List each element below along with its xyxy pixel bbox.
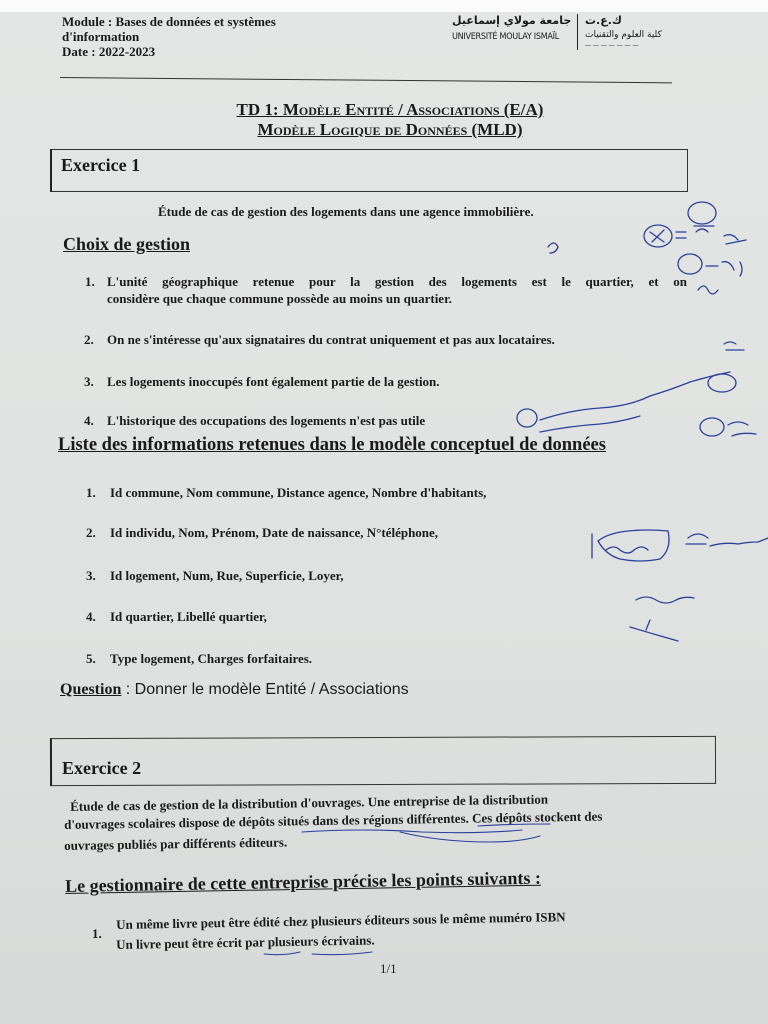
- exercise2-para-line1: Étude de cas de gestion de la distribution d'ouvrages. Une entreprise de la distribution: [70, 791, 549, 814]
- header-module: Module : Bases de données et systèmes: [62, 14, 276, 29]
- annotation-circle-1: [644, 225, 672, 247]
- points-heading: Le gestionnaire de cette entreprise précise les points suivants :: [65, 867, 542, 896]
- info-heading: Liste des informations retenues dans le modèle conceptuel de données: [58, 435, 606, 455]
- annotation-circle-3: [678, 254, 702, 274]
- logo-faculty-latin-small: — — — — — — —: [585, 42, 639, 49]
- university-logo: [452, 14, 682, 54]
- choice-4-line1: L'historique des occupations des logements n'est pas utile: [107, 413, 426, 428]
- logo-university-latin: UNIVERSITÉ MOULAY ISMAÏL: [452, 32, 559, 42]
- exercise2-para-line3: ouvrages publiés par différents éditeurs.: [64, 834, 288, 853]
- choice-4-number: 4.: [84, 413, 94, 428]
- exercise2-title-box: [50, 736, 716, 786]
- point-1-number: 1.: [92, 926, 102, 941]
- info-2-number: 2.: [86, 525, 96, 540]
- exercise1-title: Exercice 1: [61, 155, 141, 175]
- annotation-box-stoc: [598, 530, 669, 561]
- title-line-1: TD 1: Modèle Entité / Associations (E/A): [236, 100, 544, 119]
- logo-faculty-arabic: كلية العلوم والتقنيات: [585, 30, 662, 40]
- page-number: 1/1: [380, 961, 397, 976]
- exercise2-para-line2: d'ouvrages scolaires dispose de dépôts situés dans des régions différentes. Ces dépôts stockent des: [64, 808, 603, 832]
- annotation-underline-2: [264, 952, 300, 955]
- annotation-scribble-small: [548, 243, 558, 253]
- choice-1-line1: L'unité géographique retenue pour la gestion des logements est le quartier, et on: [107, 274, 687, 289]
- annotation-word-editeur: [636, 597, 694, 603]
- choice-1-line2: considère que chaque commune possède au moins un quartier.: [107, 291, 452, 306]
- choice-2-number: 2.: [84, 332, 94, 347]
- exercise1-intro: Étude de cas de gestion des logements dans une agence immobilière.: [158, 204, 534, 219]
- header-divider: [60, 77, 672, 83]
- info-1-number: 1.: [86, 485, 96, 500]
- question: [60, 681, 409, 699]
- scan-top-margin: [0, 0, 768, 12]
- choice-2-line1: On ne s'intéresse qu'aux signataires du contrat uniquement et pas aux locataires.: [107, 332, 555, 347]
- info-5-text: Type logement, Charges forfaitaires.: [110, 651, 313, 666]
- logo-faculty-short: ك.ع.ت: [585, 14, 623, 27]
- choice-1-number: 1.: [85, 274, 95, 289]
- logo-separator: [577, 14, 578, 50]
- header-module-cont: d'information: [62, 29, 140, 44]
- info-3-text: Id logement, Num, Rue, Superficie, Loyer,: [110, 568, 344, 583]
- question-label: Question: [60, 681, 122, 698]
- info-5-number: 5.: [86, 651, 96, 666]
- header-date: Date : 2022-2023: [62, 44, 156, 59]
- choice-3-number: 3.: [84, 374, 94, 389]
- page-title: [160, 100, 620, 140]
- choices-heading: Choix de gestion: [63, 234, 191, 254]
- annotation-circle-4: [517, 409, 537, 427]
- exercise1-title-box: [50, 149, 688, 192]
- point-1-line2: Un livre peut être écrit par plusieurs écrivains.: [116, 932, 375, 952]
- info-2-text: Id individu, Nom, Prénom, Date de naissance, N°téléphone,: [110, 525, 439, 540]
- annotation-circle-2: [688, 202, 716, 224]
- info-1-text: Id commune, Nom commune, Distance agence, Nombre d'habitants,: [110, 485, 487, 500]
- info-4-number: 4.: [86, 609, 96, 624]
- choice-3-line1: Les logements inoccupés font également partie de la gestion.: [107, 374, 440, 389]
- question-text: : Donner le modèle Entité / Associations: [121, 681, 409, 698]
- info-4-text: Id quartier, Libellé quartier,: [110, 609, 267, 624]
- info-3-number: 3.: [86, 568, 96, 583]
- exercise2-title: Exercice 2: [62, 758, 142, 778]
- logo-university-arabic: جامعة مولاي إسماعيل: [452, 14, 572, 27]
- header-info: [62, 14, 276, 59]
- point-1-line1: Un même livre peut être édité chez plusieurs éditeurs sous le même numéro ISBN: [116, 909, 566, 932]
- title-line-2: Modèle Logique de Données (MLD): [257, 120, 523, 139]
